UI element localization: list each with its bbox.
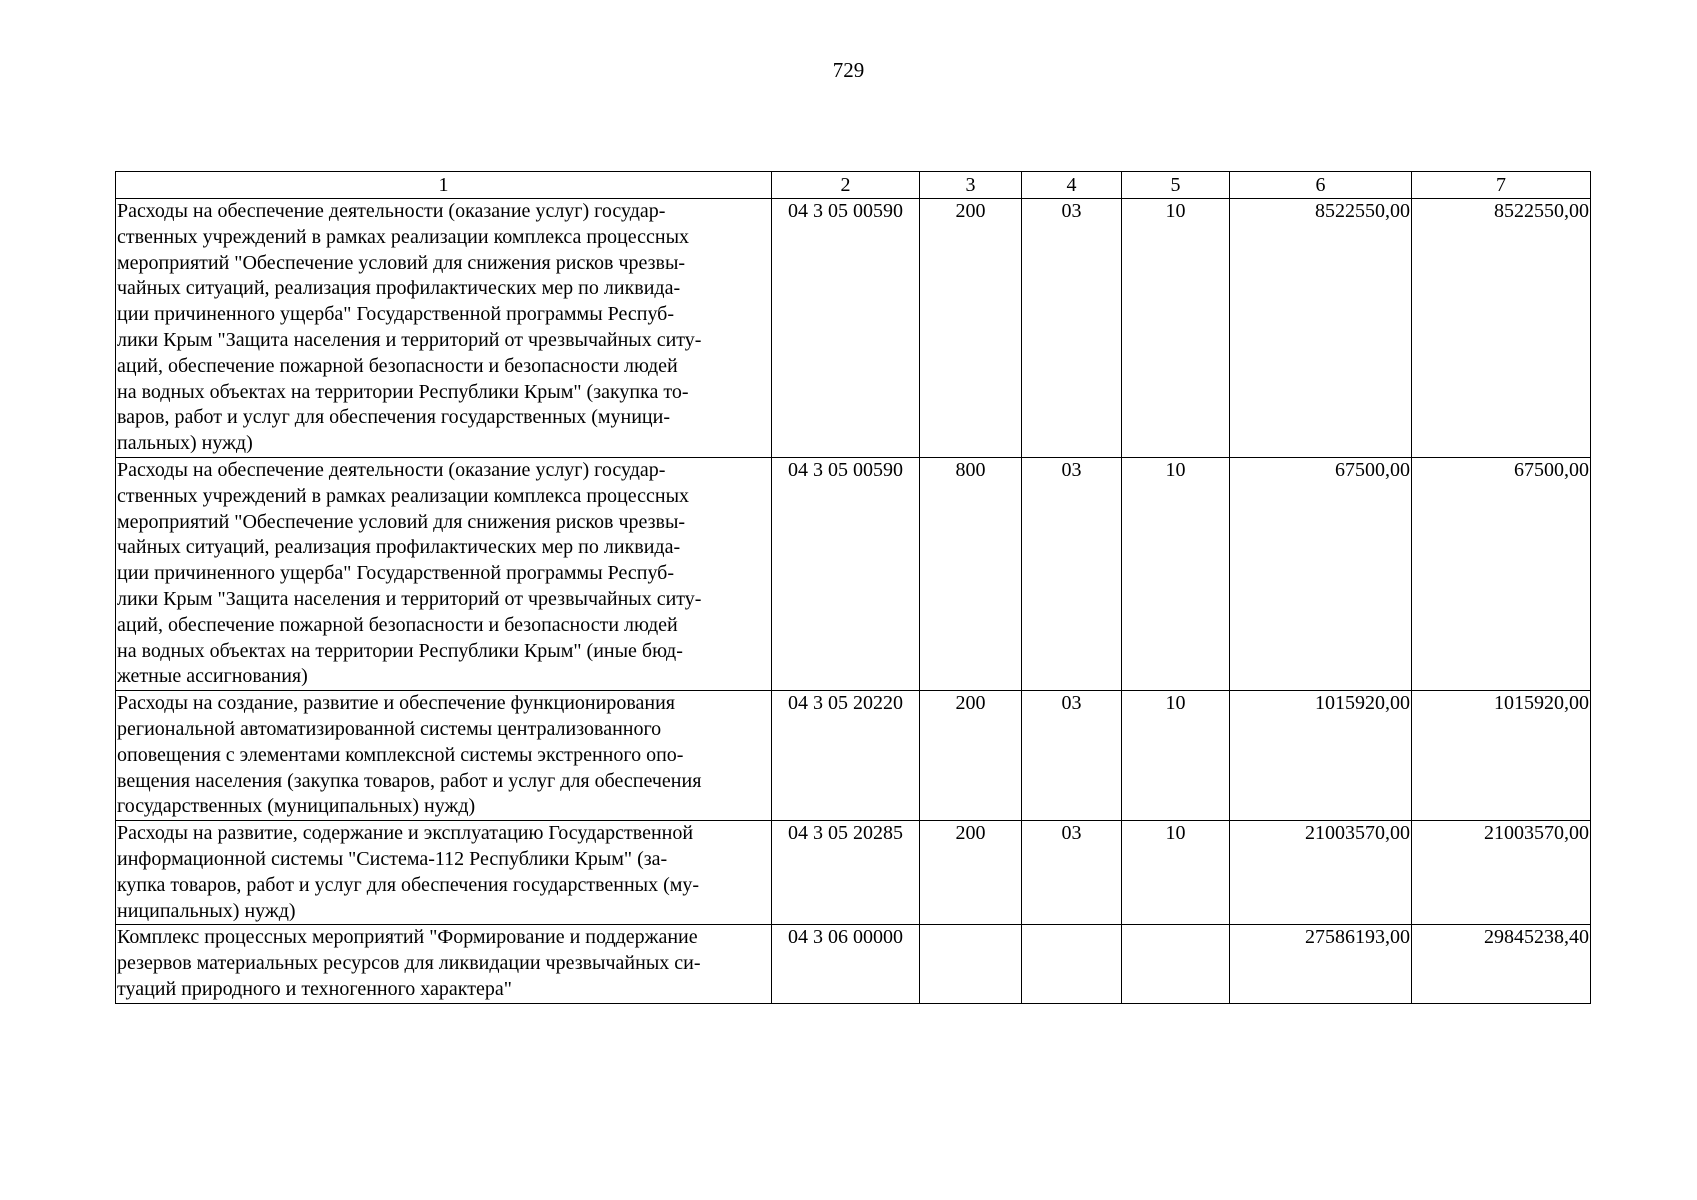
row-subsection: 10 — [1122, 457, 1230, 690]
header-col-2: 2 — [772, 172, 920, 199]
row-section: 03 — [1022, 691, 1122, 821]
row-expense-type: 200 — [920, 199, 1022, 458]
row-amount-7: 29845238,40 — [1412, 925, 1591, 1003]
description-line: варов, работ и услуг для обеспечения государственных (муници- — [117, 406, 670, 429]
row-amount-7: 67500,00 — [1412, 457, 1591, 690]
description-line: ниципальных) нужд) — [117, 899, 296, 922]
table-row — [116, 691, 1591, 821]
description-line: аций, обеспечение пожарной безопасности и безопасности людей — [117, 613, 678, 636]
description-line: на водных объектах на территории Республики Крым" (закупка то- — [117, 380, 689, 403]
description-line: чайных ситуаций, реализация профилактических мер по ликвида- — [117, 536, 681, 559]
row-description — [116, 199, 772, 458]
row-section — [1022, 925, 1122, 1003]
row-section: 03 — [1022, 199, 1122, 458]
description-line: ции причиненного ущерба" Государственной программы Респуб- — [117, 562, 675, 585]
row-description — [116, 691, 772, 821]
description-line: информационной системы "Система-112 Республики Крым" (за- — [117, 847, 668, 870]
description-line: Комплекс процессных мероприятий "Формирование и поддержание — [117, 926, 698, 949]
description-line: Расходы на обеспечение деятельности (оказание услуг) государ- — [117, 458, 666, 481]
header-col-5: 5 — [1122, 172, 1230, 199]
description-line: лики Крым "Защита населения и территорий от чрезвычайных ситу- — [117, 328, 702, 351]
description-line: на водных объектах на территории Республики Крым" (иные бюд- — [117, 639, 683, 662]
header-row — [116, 172, 1591, 199]
description-line: жетные ассигнования) — [117, 665, 308, 688]
row-section: 03 — [1022, 821, 1122, 925]
row-expense-type: 800 — [920, 457, 1022, 690]
row-amount-6: 1015920,00 — [1230, 691, 1412, 821]
description-line: Расходы на развитие, содержание и эксплуатацию Государственной — [117, 822, 694, 845]
description-line: резервов материальных ресурсов для ликвидации чрезвычайных си- — [117, 952, 701, 975]
row-code: 04 3 05 20220 — [772, 691, 920, 821]
row-expense-type — [920, 925, 1022, 1003]
description-line: региональной автоматизированной системы централизованного — [117, 717, 662, 740]
description-line: купка товаров, работ и услуг для обеспечения государственных (му- — [117, 873, 700, 896]
row-description — [116, 457, 772, 690]
table-row — [116, 457, 1591, 690]
row-amount-6: 21003570,00 — [1230, 821, 1412, 925]
row-expense-type: 200 — [920, 691, 1022, 821]
table-row — [116, 199, 1591, 458]
row-amount-6: 8522550,00 — [1230, 199, 1412, 458]
description-line: аций, обеспечение пожарной безопасности и безопасности людей — [117, 354, 678, 377]
description-line: чайных ситуаций, реализация профилактических мер по ликвида- — [117, 277, 681, 300]
header-col-4: 4 — [1022, 172, 1122, 199]
description-line: мероприятий "Обеспечение условий для снижения рисков чрезвы- — [117, 510, 686, 533]
header-col-3: 3 — [920, 172, 1022, 199]
table-row — [116, 821, 1591, 925]
row-subsection — [1122, 925, 1230, 1003]
row-subsection: 10 — [1122, 691, 1230, 821]
description-line: Расходы на обеспечение деятельности (оказание услуг) государ- — [117, 200, 666, 222]
row-amount-6: 67500,00 — [1230, 457, 1412, 690]
row-amount-7: 8522550,00 — [1412, 199, 1591, 458]
description-line: пальных) нужд) — [117, 432, 253, 455]
row-code: 04 3 05 20285 — [772, 821, 920, 925]
header-col-7: 7 — [1412, 172, 1591, 199]
description-line: ции причиненного ущерба" Государственной программы Респуб- — [117, 303, 675, 326]
row-amount-6: 27586193,00 — [1230, 925, 1412, 1003]
description-line: оповещения с элементами комплексной системы экстренного опо- — [117, 743, 684, 766]
row-amount-7: 1015920,00 — [1412, 691, 1591, 821]
page-number: 729 — [832, 58, 865, 82]
row-subsection: 10 — [1122, 821, 1230, 925]
row-subsection: 10 — [1122, 199, 1230, 458]
row-description — [116, 925, 772, 1003]
description-line: туаций природного и техногенного характера" — [117, 977, 512, 1000]
description-line: мероприятий "Обеспечение условий для снижения рисков чрезвы- — [117, 251, 686, 274]
row-code: 04 3 06 00000 — [772, 925, 920, 1003]
description-line: лики Крым "Защита населения и территорий от чрезвычайных ситу- — [117, 587, 702, 610]
description-line: Расходы на создание, развитие и обеспечение функционирования — [117, 692, 675, 715]
row-code: 04 3 05 00590 — [772, 199, 920, 458]
row-amount-7: 21003570,00 — [1412, 821, 1591, 925]
description-line: ственных учреждений в рамках реализации комплекса процессных — [117, 484, 690, 507]
description-line: ственных учреждений в рамках реализации комплекса процессных — [117, 225, 690, 248]
description-line: государственных (муниципальных) нужд) — [117, 795, 476, 818]
row-section: 03 — [1022, 457, 1122, 690]
header-col-6: 6 — [1230, 172, 1412, 199]
table-row — [116, 925, 1591, 1003]
header-col-1: 1 — [116, 172, 772, 199]
budget-table — [115, 171, 1591, 1004]
row-expense-type: 200 — [920, 821, 1022, 925]
row-description — [116, 821, 772, 925]
row-code: 04 3 05 00590 — [772, 457, 920, 690]
description-line: вещения населения (закупка товаров, работ и услуг для обеспечения — [117, 769, 702, 792]
